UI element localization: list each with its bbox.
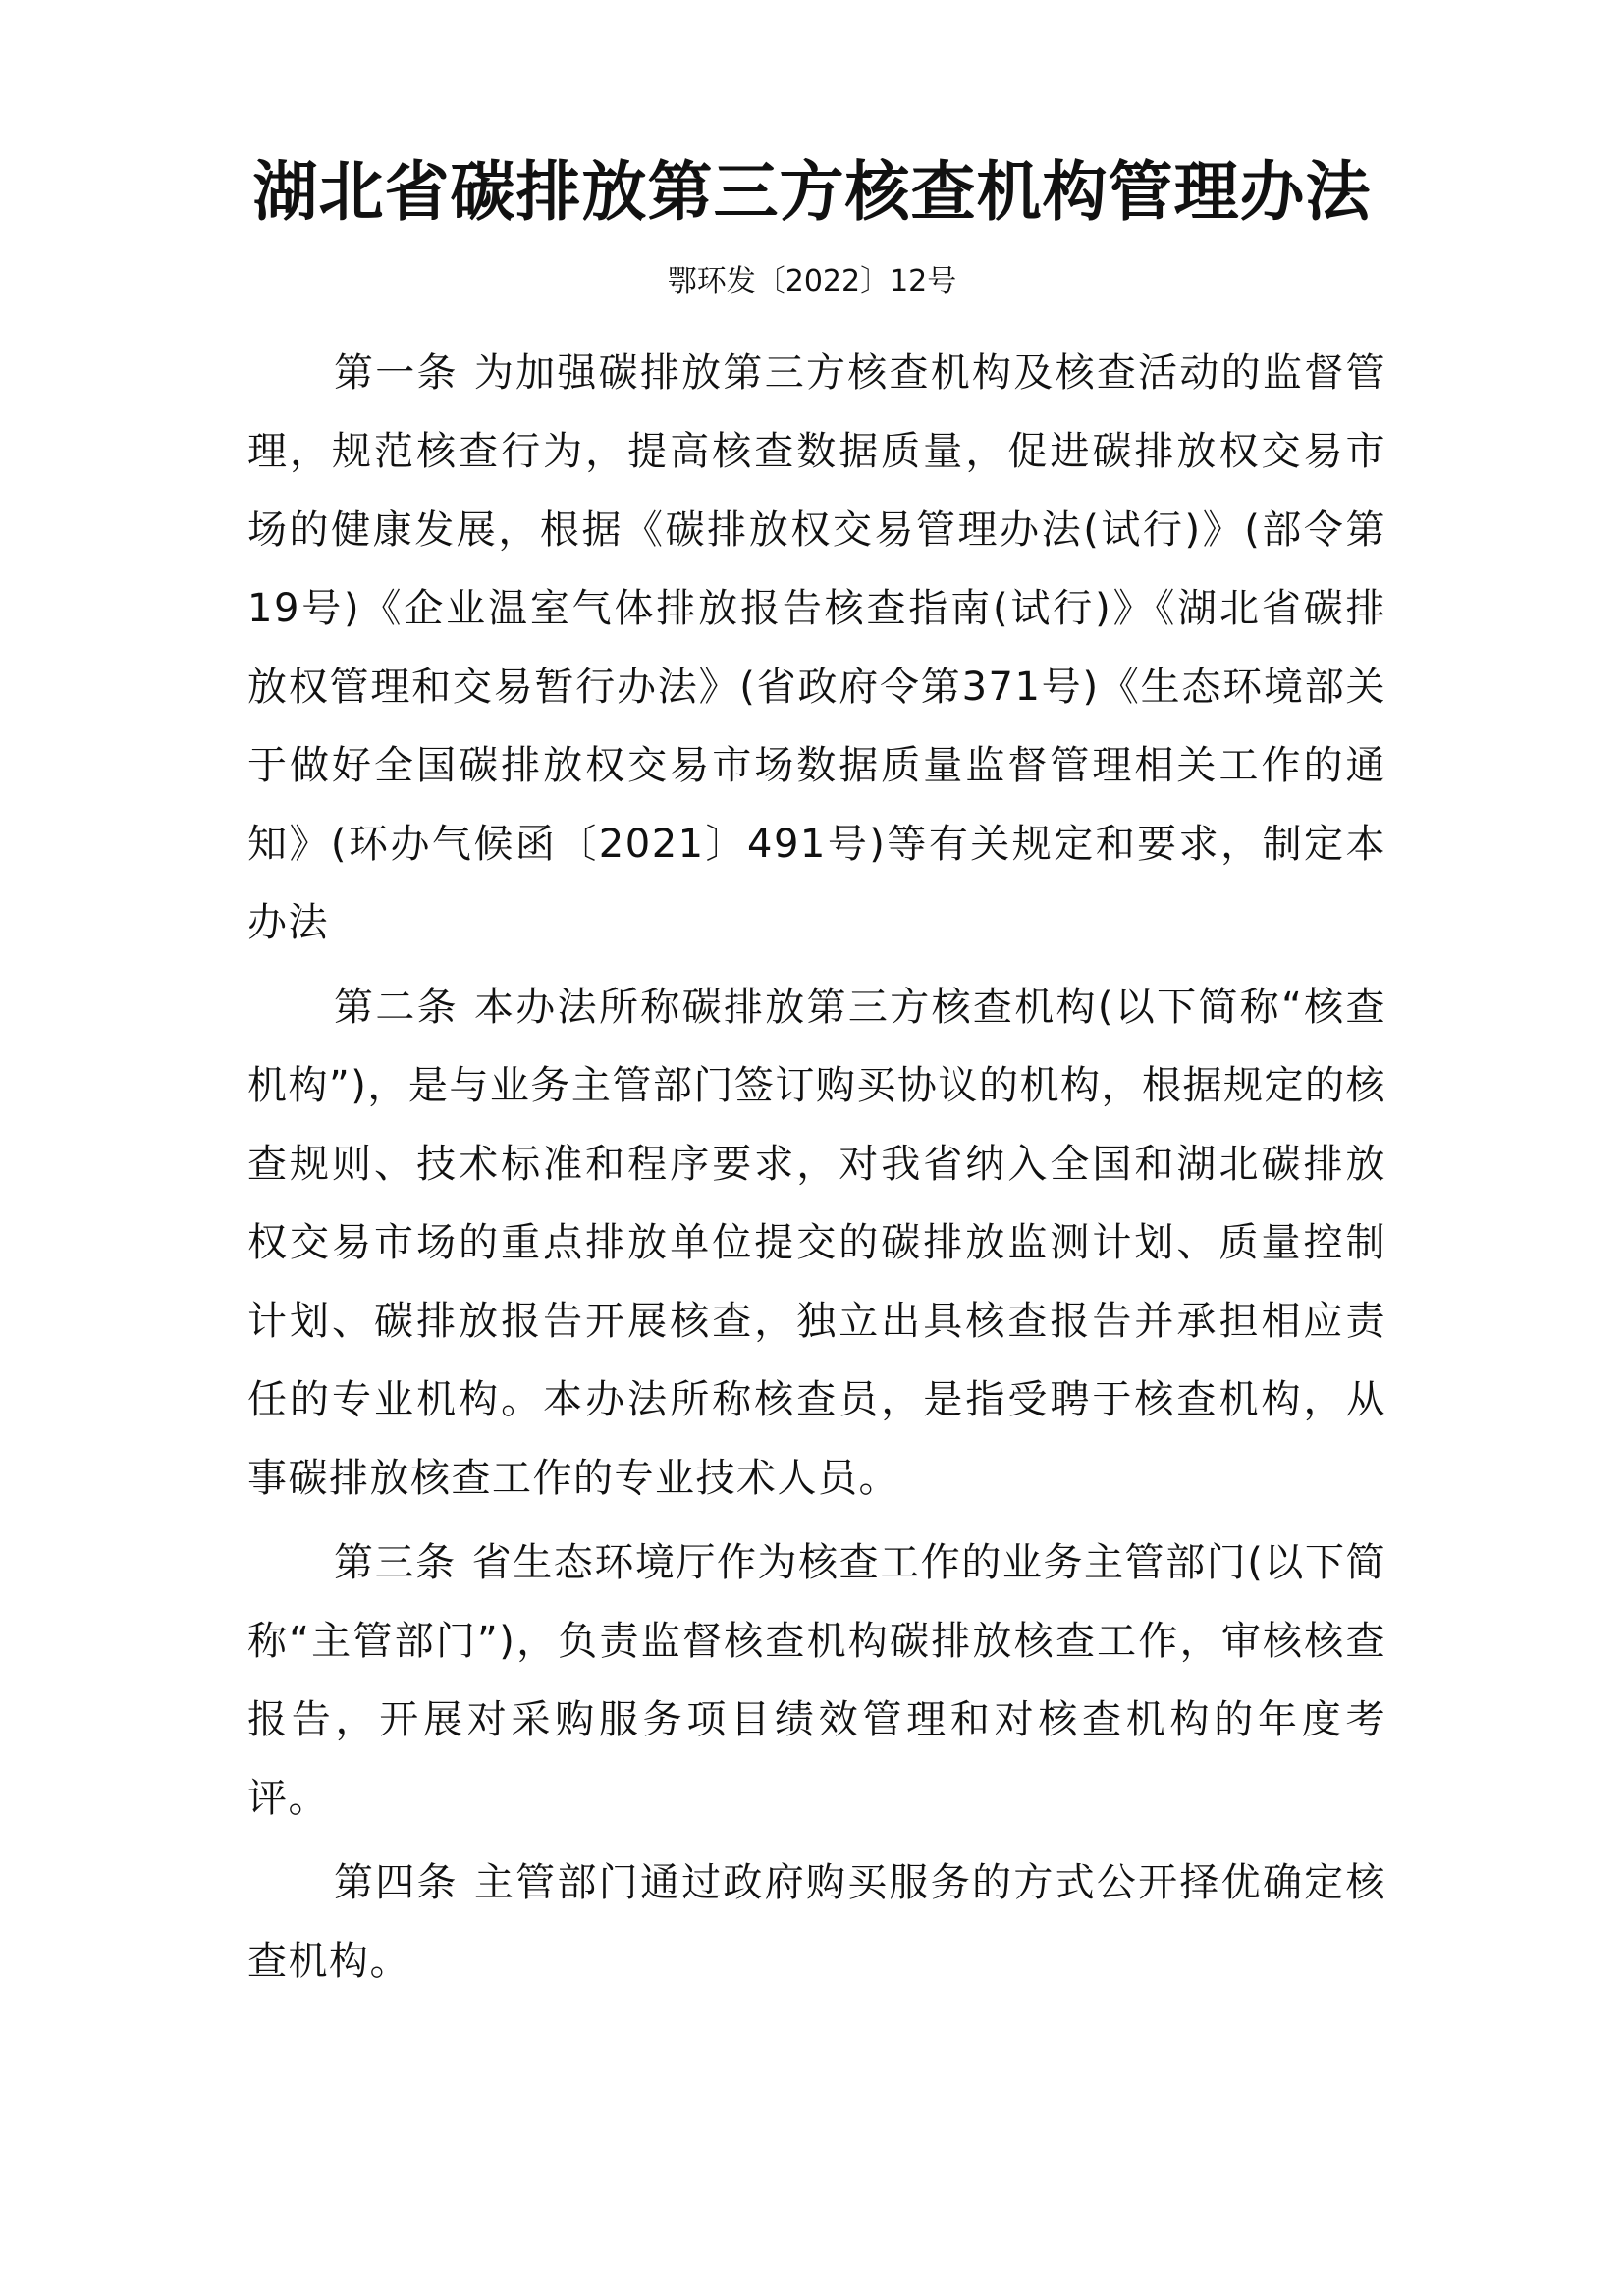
article-3 <box>247 1523 1386 1838</box>
article-2 <box>247 968 1386 1518</box>
document-number: 鄂环发〔2022〕12号 <box>667 264 957 298</box>
article-number: 第一条 <box>334 350 459 396</box>
article-number: 第二条 <box>334 985 459 1030</box>
article-1 <box>247 334 1386 962</box>
article-number: 第四条 <box>334 1860 459 1905</box>
article-4 <box>247 1843 1386 2001</box>
document-title: 湖北省碳排放第三方核查机构管理办法 <box>252 153 1372 230</box>
article-text: 省生态环境厅作为核查工作的业务主管部门(以下简称“主管部门”)，负责监督核查机构碳排放核查工作，审核核查报告，开展对采购服务项目绩效管理和对核查机构的年度考评。 <box>247 1540 1387 1821</box>
article-text: 本办法所称碳排放第三方核查机构(以下简称“核查机构”)，是与业务主管部门签订购买协议的机构，根据规定的核查规则、技术标准和程序要求，对我省纳入全国和湖北碳排放权交易市场的重点排放单位提交的碳排放监测计划、质量控制计划、碳排放报告开展核查，独立出具核查报告并承担相应责任的专业机构。本办法所称核查员，是指受聘于核查机构，从事碳排放核查工作的专业技术人员。 <box>247 985 1387 1501</box>
article-number: 第三条 <box>334 1540 457 1585</box>
document-body <box>247 334 1386 2006</box>
article-text: 为加强碳排放第三方核查机构及核查活动的监督管理，规范核查行为，提高核查数据质量，促进碳排放权交易市场的健康发展，根据《碳排放权交易管理办法(试行)》(部令第19号)《企业温室气体排放报告核查指南(试行)》《湖北省碳排放权管理和交易暂行办法》(省政府令第371号)《生态环境部关于做好全国碳排放权交易市场数据质量监督管理相关工作的通知》(环办气候函〔2021〕491号)等有关规定和要求，制定本办法 <box>247 350 1386 945</box>
article-text: 主管部门通过政府购买服务的方式公开择优确定核查机构。 <box>247 1860 1386 1984</box>
